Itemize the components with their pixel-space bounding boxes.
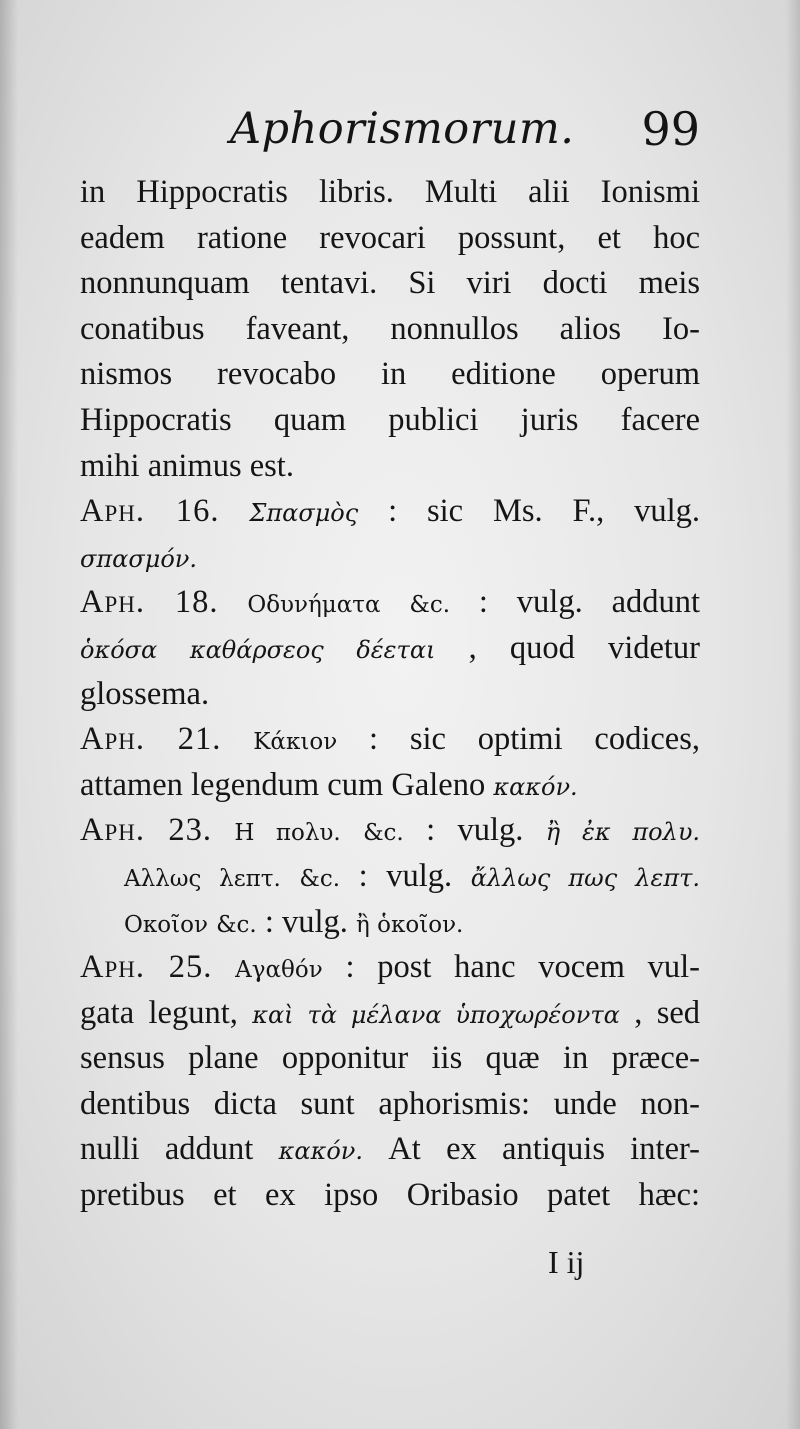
text-line-7: mihi animus est. [80,447,294,484]
aph23-sub2-greek: Οκοῖον [124,911,208,938]
aph21-greek-2: κακόν. [493,772,578,801]
aph23-label: Aph. 23. [80,812,212,849]
aph18-text-2: , quod videtur [468,629,701,666]
aph18-line-1 [80,580,700,626]
body-text [80,170,700,1219]
text-line-2: eadem ratione revocari possunt, et hoc [80,219,700,256]
aph21-label: Aph. 21. [80,721,222,758]
aph23-line-1 [80,808,700,854]
text-line-3: nonnunquam tentavi. Si viri docti meis [80,265,700,302]
aph23-greek: Η πολυ. [234,820,341,847]
aph21-greek: Κάκιον [253,729,338,756]
aph18-mark: &c. [409,592,451,619]
text-line-4: conatibus faveant, nonnullos alios Io- [80,310,700,347]
aph25-line-4: dentibus dicta sunt aphorismis: unde non- [80,1085,700,1122]
aph25-text-3: , sed [634,994,701,1031]
running-head: Aphorismorum. [230,104,575,154]
aph23-sub2-greek-2: ἢ ὁκοῖον. [356,911,464,938]
aph16-greek: Σπασμὸς [249,499,359,528]
page-number: 99 [641,102,700,156]
aph18-greek-2: ὁκόσα καθάρσεος δέεται [80,635,436,664]
aph25-line-3: sensus plane opponitur iis quæ in præce- [80,1040,700,1077]
aph25-greek: Αγαθόν [235,957,323,984]
aph23-sub1-mark: &c. [299,865,341,892]
aph16-label: Aph. 16. [80,493,220,530]
aph23-sub2-mark: &c. [216,911,257,938]
aph18-line-2 [80,626,700,672]
page-header [80,100,700,160]
right-edge-shadow [786,0,800,1429]
aph25-text-2: gata legunt, [80,994,238,1031]
aph25-line-6: pretibus et ex ipso Oribasio patet hæc: [80,1177,700,1214]
aph23-sub1-text: : vulg. [358,857,453,894]
signature-mark: I ij [548,1244,585,1280]
text-line-1: in Hippocratis libris. Multi alii Ionismi [80,174,700,210]
aph21-text-2: attamen legendum cum Galeno [80,766,486,803]
aph23-mark: &c. [363,820,404,847]
aph23-line-3 [80,900,700,946]
aph18-line-3: glossema. [80,675,210,712]
aph25-greek-3: κακόν. [278,1137,363,1166]
aph25-line-1 [80,945,700,991]
aph25-text: : post hanc vocem vul- [345,949,700,986]
text-line-6: Hippocratis quam publici juris facere [80,401,700,438]
aph18-label: Aph. 18. [80,584,219,621]
aph21-line-1 [80,717,700,763]
aph25-line-5 [80,1127,700,1173]
aph23-text: : vulg. [426,812,524,849]
aph21-text: : sic optimi codices, [369,721,701,758]
aph16-line-2 [80,535,700,581]
aph18-greek: Οδυνήματα [247,592,381,619]
text-line-5: nismos revocabo in editione operum [80,356,700,393]
aph23-sub1-greek-2: ἄλλως πως λεπτ. [470,863,701,892]
aph18-text: : vulg. addunt [478,584,701,621]
aph16-line-1 [80,489,700,535]
aph25-text-5: At ex antiquis inter- [388,1131,700,1168]
aph23-sub1-greek: Αλλως λεπτ. [124,865,281,892]
aph25-text-4: nulli addunt [80,1131,254,1168]
aph16-greek-2: σπασμόν. [80,544,198,573]
left-edge-shadow [0,0,18,1429]
aph25-greek-2: καὶ τὰ μέλανα ὑποχωρέοντα [252,1000,620,1029]
aph25-label: Aph. 25. [80,949,213,986]
aph25-line-2 [80,991,700,1037]
aph16-text: : sic Ms. F., vulg. [388,493,700,530]
aph23-line-2 [80,854,700,900]
aph21-line-2 [80,763,700,809]
aph23-sub2-text: : vulg. [264,903,348,940]
aph23-greek-2: ἢ ἐκ πολυ. [545,818,701,847]
